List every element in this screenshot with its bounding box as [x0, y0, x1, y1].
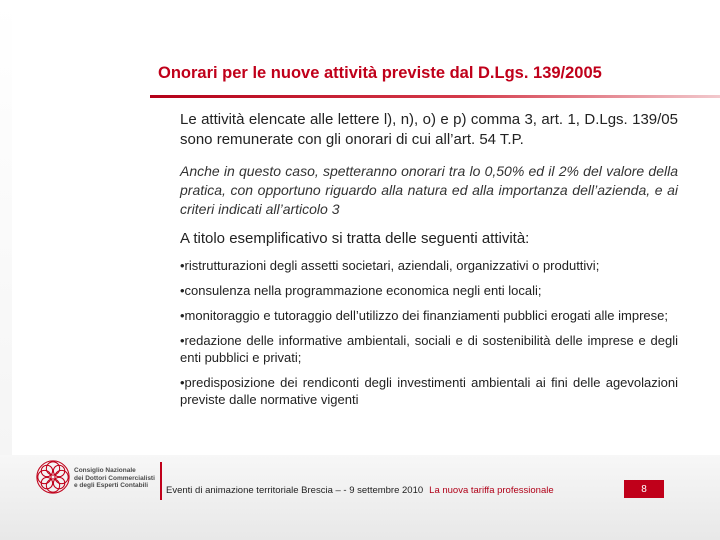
list-heading: A titolo esemplificativo si tratta delle seguenti attività:: [180, 230, 530, 247]
event-title: La nuova tariffa professionale: [429, 485, 554, 496]
footer-event-info: [166, 485, 554, 496]
list-item: •predisposizione dei rendiconti degli investimenti ambientali ai fini delle agevolazioni previste dalle normative vigenti: [180, 375, 678, 407]
slide-title: Onorari per le nuove attività previste dal D.Lgs. 139/2005: [158, 64, 602, 82]
org-name-line: dei Dottori Commercialisti: [74, 474, 155, 482]
list-item: •monitoraggio e tutoraggio dell’utilizzo dei finanziamenti pubblici erogati alle imprese;: [180, 308, 668, 323]
title-underline: [150, 95, 720, 98]
event-description: Eventi di animazione territoriale Brescia – - 9 settembre 2010: [166, 485, 424, 496]
slide-body: [180, 110, 678, 416]
organization-name: [74, 467, 155, 490]
page-number: 8: [641, 483, 647, 495]
footer-divider: [160, 462, 162, 500]
page-number-badge: [624, 480, 664, 498]
cndcec-logo-icon: [34, 458, 72, 496]
italic-note: Anche in questo caso, spetteranno onorari tra lo 0,50% ed il 2% del valore della pratica, con opportuno riguardo alla natura ed alla importanza dell’azienda, e ai criteri indicati all’articolo 3: [180, 163, 678, 217]
org-name-line: e degli Esperti Contabili: [74, 482, 149, 489]
list-item: •consulenza nella programmazione economica negli enti locali;: [180, 283, 542, 298]
org-name-line: Consiglio Nazionale: [74, 467, 136, 474]
intro-paragraph: Le attività elencate alle lettere l), n), o) e p) comma 3, art. 1, D.Lgs. 139/05 sono remunerate con gli onorari di cui all’art. 54 T.P.: [180, 111, 678, 148]
list-item: •ristrutturazioni degli assetti societari, aziendali, organizzativi o produttivi;: [180, 258, 600, 273]
list-item: •redazione delle informative ambientali, sociali e di sostenibilità delle imprese e degli enti pubblici e privati;: [180, 333, 678, 365]
